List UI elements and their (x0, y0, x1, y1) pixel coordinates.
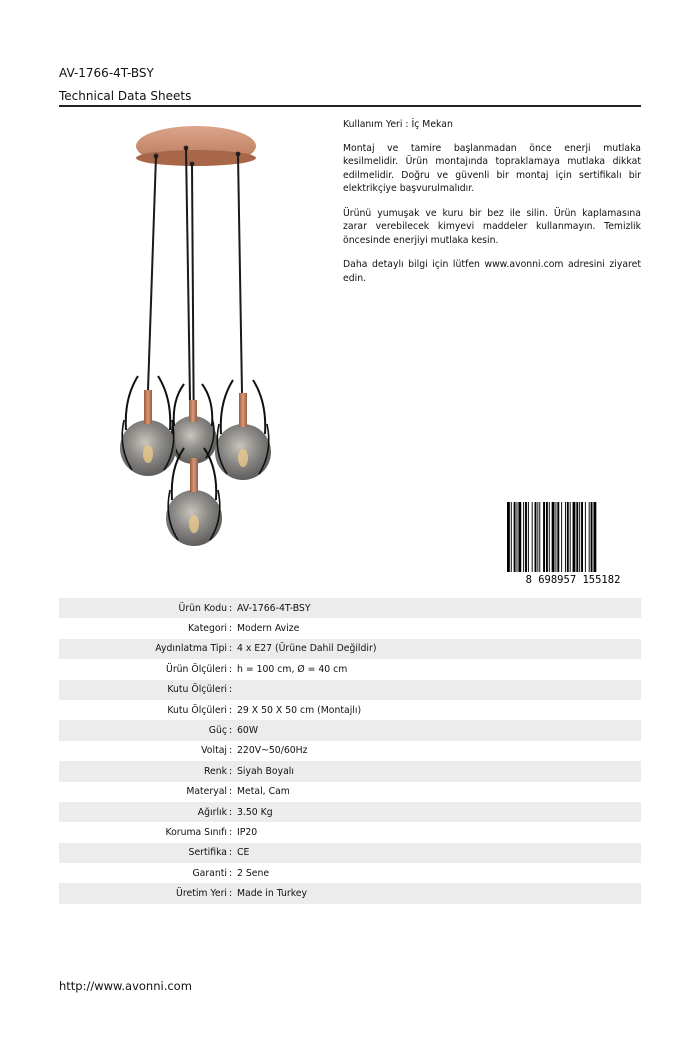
spec-label: Kutu Ölçüleri (167, 684, 227, 696)
spec-row (59, 598, 641, 618)
spec-label: Materyal (186, 786, 227, 798)
spec-label: Aydınlatma Tipi (155, 643, 227, 655)
spec-row (59, 802, 641, 822)
product-code-title: AV-1766-4T-BSY (59, 66, 154, 80)
spec-label: Kutu Ölçüleri (167, 704, 227, 716)
spec-separator: : (229, 704, 233, 716)
spec-value: Metal, Cam (237, 786, 290, 798)
spec-separator: : (229, 867, 233, 879)
barcode-bars (507, 502, 596, 572)
spec-separator: : (229, 765, 233, 777)
header-divider (59, 105, 641, 107)
spec-row (59, 680, 641, 700)
spec-row (59, 863, 641, 883)
spec-value: Siyah Boyalı (237, 765, 294, 777)
spec-separator: : (229, 745, 233, 757)
spec-label: Renk (203, 765, 227, 777)
spec-value: 220V~50/60Hz (237, 745, 308, 757)
product-image (110, 118, 325, 558)
spec-value: Made in Turkey (237, 888, 307, 900)
spec-row (59, 639, 641, 659)
spec-label: Üretim Yeri (176, 888, 227, 900)
spec-value: 3.50 Kg (237, 806, 273, 818)
website-paragraph: Daha detaylı bilgi için lütfen www.avonni.com adresini ziyaret edin. (343, 259, 641, 284)
spec-separator: : (229, 643, 233, 655)
spec-value: AV-1766-4T-BSY (237, 602, 311, 614)
safety-paragraph: Montaj ve tamire başlanmadan önce enerji mutlaka kesilmelidir. Ürün montajında topraklamaya mutlaka dikkat edilmelidir. Doğru ve güvenli bir montaj için sertifikalı bir elektrikçiye başvurulmalıdır. (343, 142, 641, 194)
spec-value: 2 Sene (237, 867, 270, 879)
spec-label: Ağırlık (197, 806, 227, 818)
spec-row (59, 883, 641, 903)
spec-separator: : (229, 888, 233, 900)
spec-label: Güç (208, 725, 227, 737)
spec-label: Ürün Kodu (178, 602, 227, 614)
footer-url: http://www.avonni.com (59, 979, 192, 993)
spec-label: Koruma Sınıfı (165, 826, 227, 838)
spec-separator: : (229, 725, 233, 737)
barcode (505, 502, 641, 586)
spec-label: Kategori (188, 623, 227, 635)
spec-row (59, 741, 641, 761)
spec-row (59, 782, 641, 802)
spec-separator: : (229, 684, 233, 696)
spec-row (59, 618, 641, 638)
spec-value: Modern Avize (237, 623, 300, 635)
spec-separator: : (229, 806, 233, 818)
info-block (343, 118, 641, 296)
spec-row (59, 659, 641, 679)
spec-label: Sertifika (188, 847, 227, 859)
spec-separator: : (229, 826, 233, 838)
spec-value: IP20 (237, 826, 258, 838)
spec-label: Garanti (192, 867, 227, 879)
spec-row (59, 720, 641, 740)
spec-separator: : (229, 623, 233, 635)
spec-separator: : (229, 602, 233, 614)
cleaning-paragraph: Ürünü yumuşak ve kuru bir bez ile silin. Ürün kaplamasına zarar verebilecek kimyevi maddeler kullanmayın. Temizlik öncesinde enerjiyi mutlaka kesin. (343, 207, 641, 246)
spec-row (59, 843, 641, 863)
specs-table (59, 598, 641, 904)
spec-value: 4 x E27 (Ürüne Dahil Değildir) (237, 643, 377, 655)
spec-separator: : (229, 663, 233, 675)
document-subtitle: Technical Data Sheets (59, 89, 192, 103)
spec-label: Ürün Ölçüleri (166, 663, 227, 675)
spec-label: Voltaj (201, 745, 227, 757)
spec-value: 29 X 50 X 50 cm (Montajlı) (237, 704, 362, 716)
spec-separator: : (229, 847, 233, 859)
spec-row (59, 761, 641, 781)
spec-separator: : (229, 786, 233, 798)
spec-value: h = 100 cm, Ø = 40 cm (237, 663, 348, 675)
spec-row (59, 822, 641, 842)
spec-value: CE (237, 847, 250, 859)
barcode-digits: 8 698957 155182 (525, 574, 621, 586)
spec-value: 60W (237, 725, 259, 737)
spec-row (59, 700, 641, 720)
usage-place: Kullanım Yeri : İç Mekan (343, 119, 453, 130)
